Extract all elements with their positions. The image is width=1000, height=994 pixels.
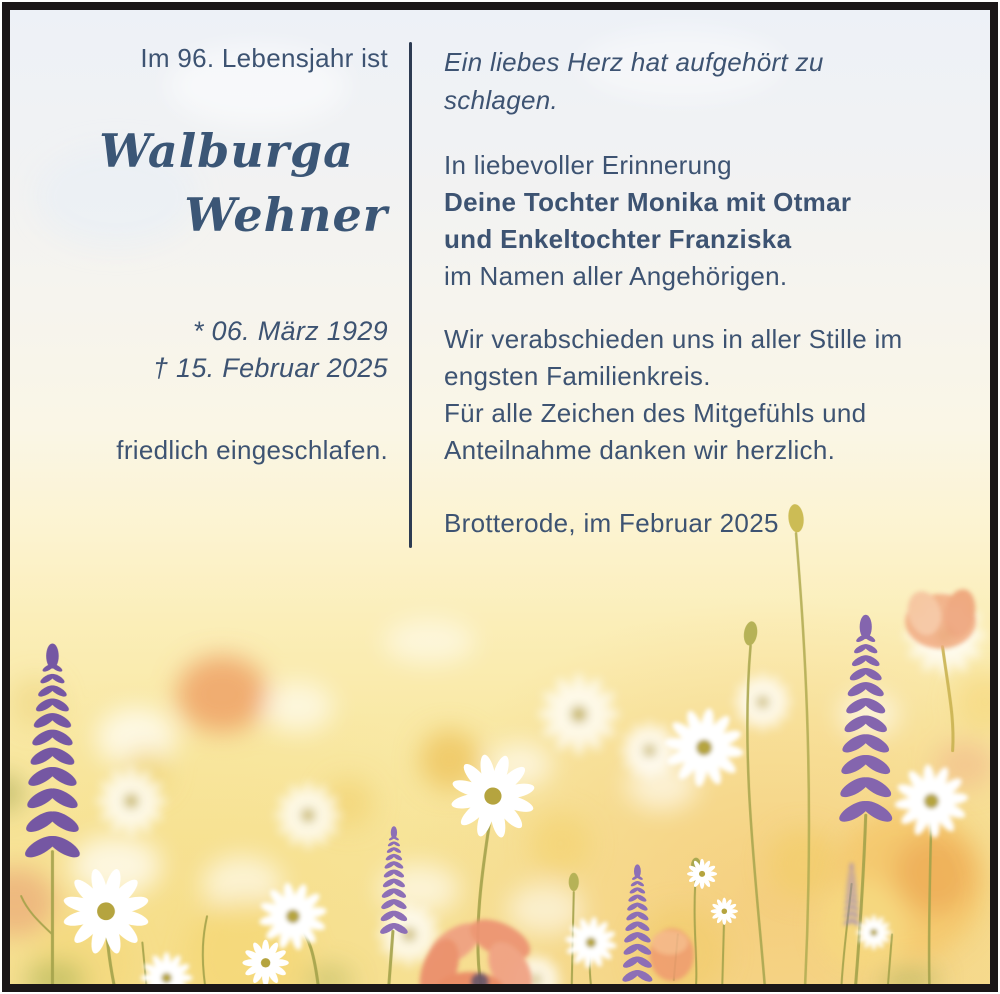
closing-line: friedlich eingeschlafen.: [116, 435, 388, 465]
deceased-name-line2: Wehner: [184, 188, 388, 242]
life-dates: [30, 313, 388, 387]
deceased-name: [30, 119, 388, 247]
thanks-line2: Anteilnahme danken wir herzlich.: [444, 435, 836, 465]
birth-date-line: * 06. März 1929: [192, 316, 388, 346]
mourners-line2: und Enkeltochter Franziska: [444, 224, 792, 254]
vertical-divider: [409, 42, 412, 548]
deceased-name-line1: Walburga: [99, 124, 354, 178]
left-column: [30, 43, 388, 465]
right-column: [444, 43, 944, 542]
obituary-content: [10, 10, 990, 984]
farewell-line1: Wir verabschieden uns in aller Stille im: [444, 324, 903, 354]
farewell-block: [444, 321, 944, 469]
remembrance-block: [444, 147, 944, 295]
obituary-card: [4, 4, 996, 990]
farewell-line2: engsten Familienkreis.: [444, 361, 711, 391]
intro-line: Im 96. Lebensjahr ist: [140, 43, 388, 73]
remembrance-intro: In liebevoller Erinnerung: [444, 150, 732, 180]
thanks-line1: Für alle Zeichen des Mitgefühls und: [444, 398, 867, 428]
epigraph: [444, 43, 944, 119]
mourners-line1: Deine Tochter Monika mit Otmar: [444, 187, 852, 217]
epigraph-line2: schlagen.: [444, 85, 558, 115]
epigraph-line1: Ein liebes Herz hat aufgehört zu: [444, 47, 824, 77]
remembrance-suffix: im Namen aller Angehörigen.: [444, 261, 788, 291]
death-date-line: † 15. Februar 2025: [152, 353, 388, 383]
place-date-line: Brotterode, im Februar 2025: [444, 508, 779, 538]
